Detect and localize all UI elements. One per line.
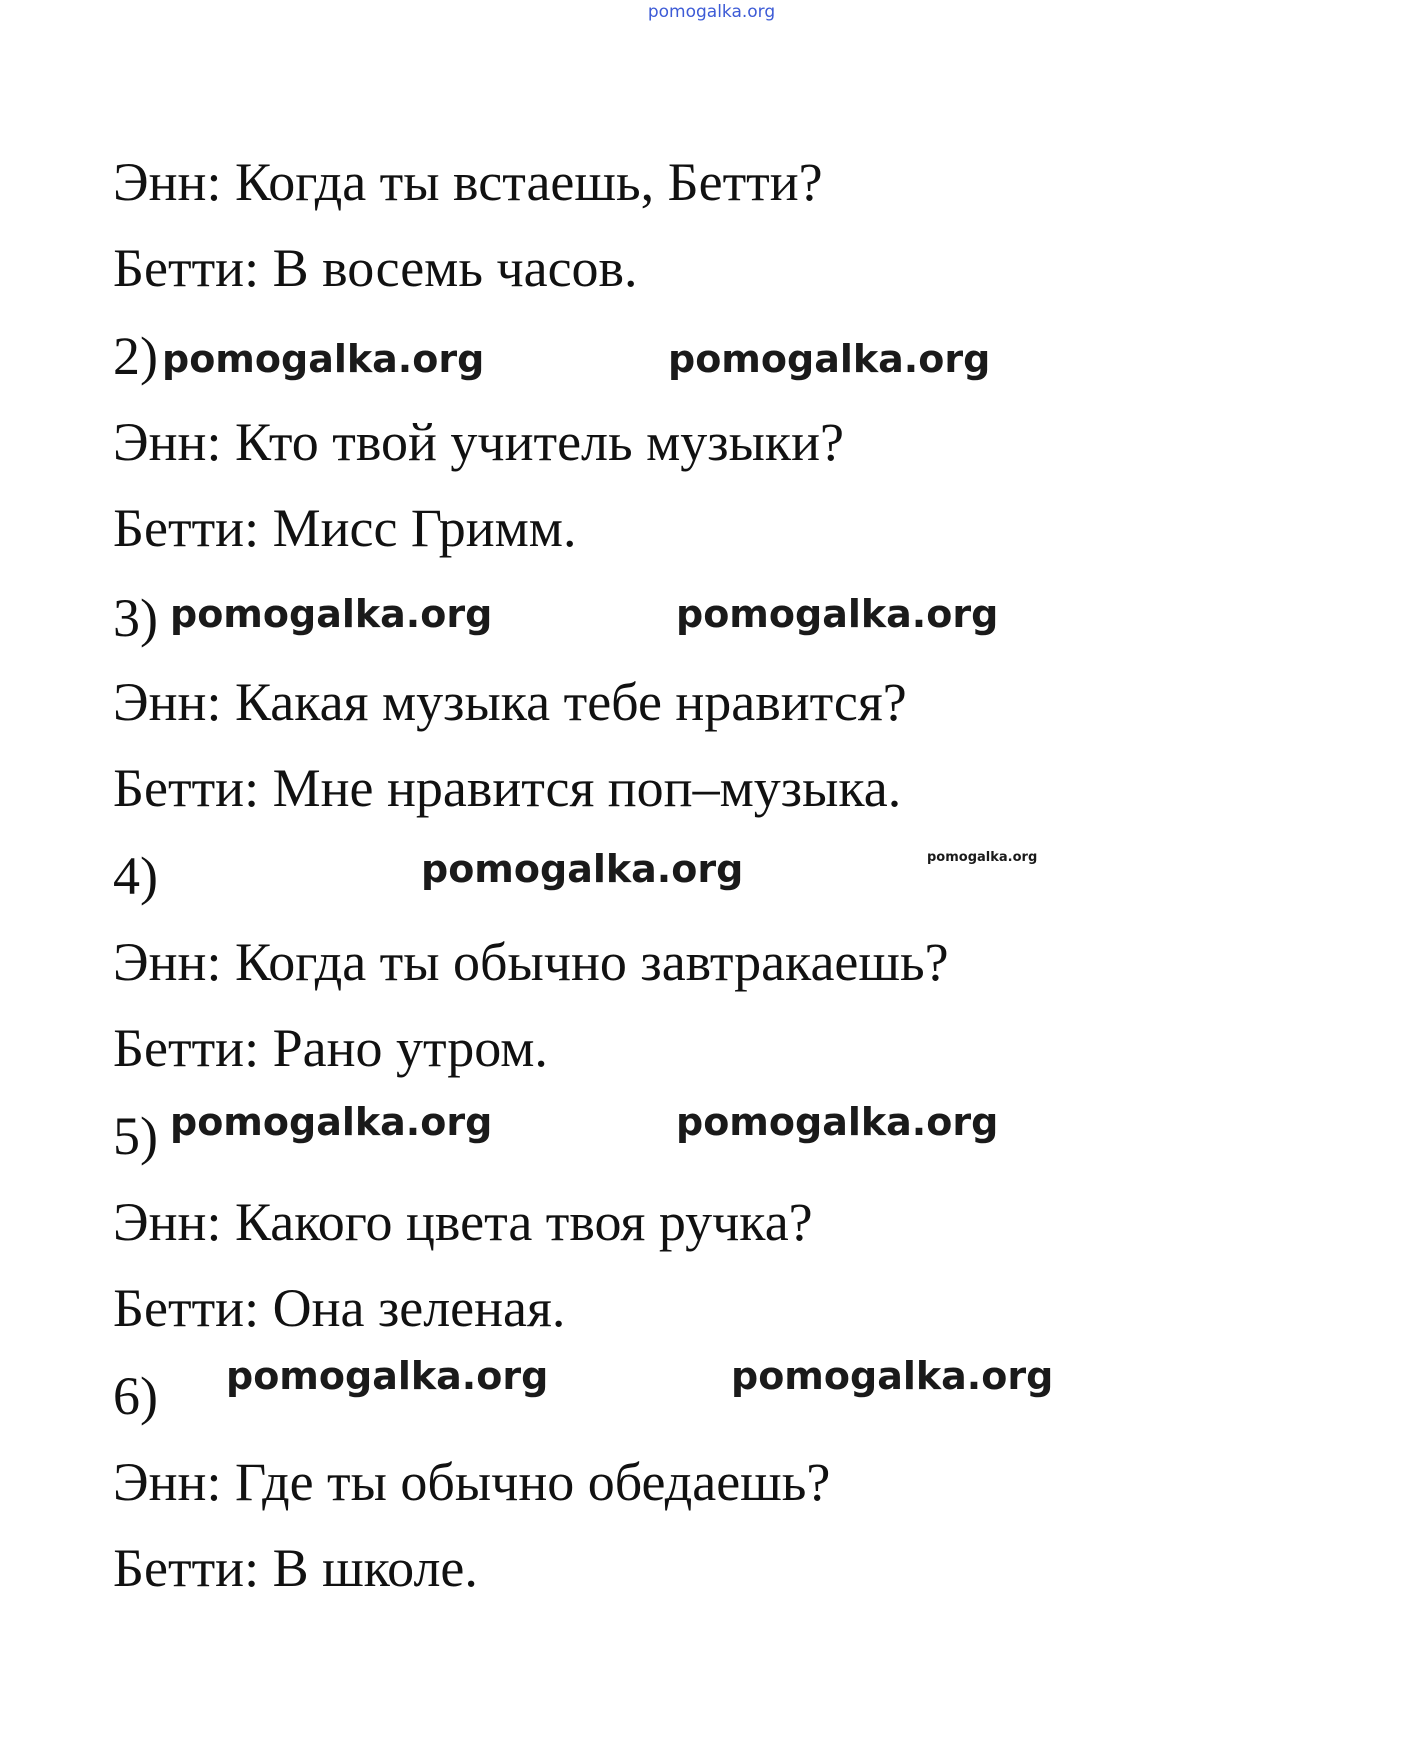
watermark-5b: pomogalka.org bbox=[676, 1100, 999, 1144]
top-watermark: pomogalka.org bbox=[647, 2, 776, 22]
dialogue-2-anne: Энн: Кто твой учитель музыки? bbox=[113, 412, 845, 472]
dialogue-6-betty: Бетти: В школе. bbox=[113, 1538, 478, 1598]
dialogue-5-betty: Бетти: Она зеленая. bbox=[113, 1278, 566, 1338]
watermark-5a: pomogalka.org bbox=[170, 1100, 493, 1144]
dialogue-4-anne: Энн: Когда ты обычно завтракаешь? bbox=[113, 932, 949, 992]
watermark-4b: pomogalka.org bbox=[927, 850, 1038, 865]
dialogue-1-anne: Энн: Когда ты встаешь, Бетти? bbox=[113, 152, 823, 212]
watermark-2a: pomogalka.org bbox=[162, 337, 485, 381]
watermark-4a: pomogalka.org bbox=[421, 847, 744, 891]
item-number-4: 4) bbox=[113, 846, 158, 906]
item-number-6: 6) bbox=[113, 1366, 158, 1426]
watermark-3a: pomogalka.org bbox=[170, 592, 493, 636]
dialogue-2-betty: Бетти: Мисс Гримм. bbox=[113, 498, 577, 558]
watermark-6b: pomogalka.org bbox=[731, 1354, 1054, 1398]
dialogue-1-betty: Бетти: В восемь часов. bbox=[113, 238, 638, 298]
dialogue-4-betty: Бетти: Рано утром. bbox=[113, 1018, 548, 1078]
item-number-5: 5) bbox=[113, 1106, 158, 1166]
item-number-2: 2) bbox=[113, 326, 158, 386]
dialogue-3-anne: Энн: Какая музыка тебе нравится? bbox=[113, 672, 907, 732]
dialogue-5-anne: Энн: Какого цвета твоя ручка? bbox=[113, 1192, 813, 1252]
dialogue-6-anne: Энн: Где ты обычно обедаешь? bbox=[113, 1452, 831, 1512]
watermark-2b: pomogalka.org bbox=[668, 337, 991, 381]
item-number-3: 3) bbox=[113, 588, 158, 648]
watermark-6a: pomogalka.org bbox=[226, 1354, 549, 1398]
dialogue-3-betty: Бетти: Мне нравится поп–музыка. bbox=[113, 758, 902, 818]
watermark-3b: pomogalka.org bbox=[676, 592, 999, 636]
